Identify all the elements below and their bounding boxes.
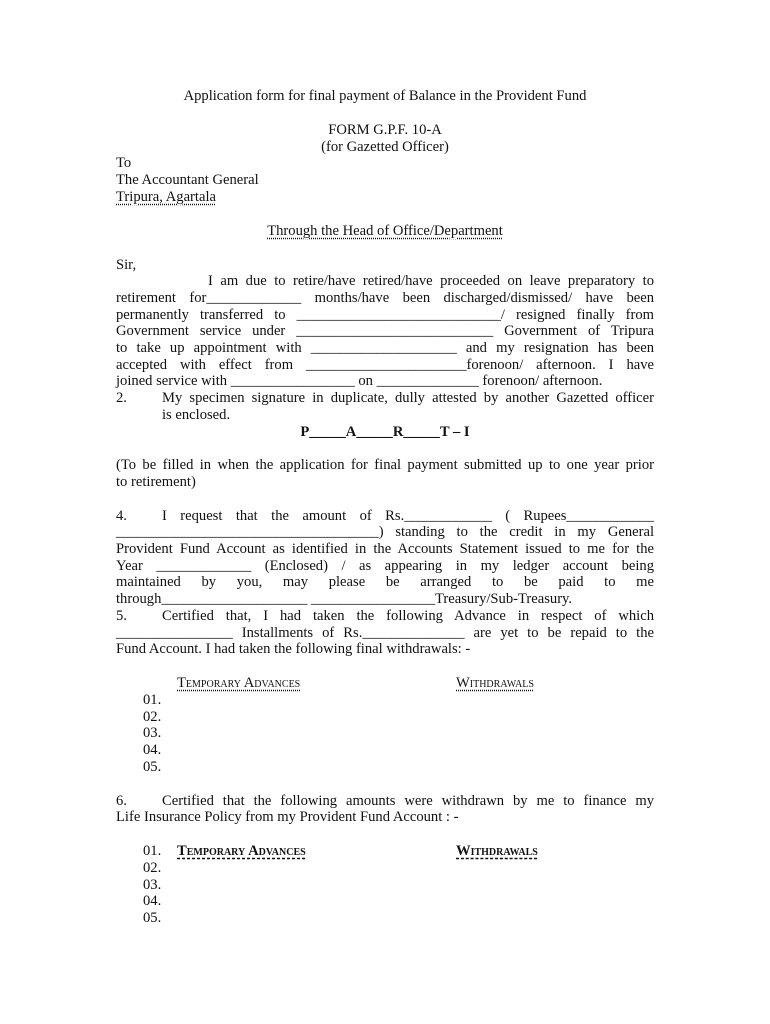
address-to: To [116, 155, 132, 171]
table2-row: 03. [143, 877, 162, 893]
table1-row: 03. [143, 725, 162, 741]
item5-line: ________________ Installments of Rs.______________ are yet to be repaid to the [116, 625, 654, 641]
address-line2: Tripura, Agartala [116, 189, 216, 205]
item6-number: 6. [116, 793, 127, 809]
item4-line: through____________________ _________________Treasury/Sub-Treasury. [116, 591, 573, 607]
form-for: (for Gazetted Officer) [321, 139, 449, 155]
item4-line: Provident Fund Account as identified in the Accounts Statement issued to me for the [116, 541, 654, 557]
table2-row: 02. [143, 860, 162, 876]
table2-col-withdrawals: Withdrawals [456, 843, 538, 859]
table1-row: 04. [143, 742, 162, 758]
para1-line: retirement for_____________ months/have been discharged/dismissed/ have been [116, 290, 654, 306]
table2-row: 05. [143, 910, 162, 926]
part-note: (To be filled in when the application for final payment submitted up to one year prior [116, 457, 654, 473]
through-heading: Through the Head of Office/Department [267, 223, 503, 239]
item4-number: 4. [116, 508, 127, 524]
item5-line: Fund Account. I had taken the following final withdrawals: - [116, 641, 471, 657]
table2-row: 04. [143, 893, 162, 909]
table1-row: 02. [143, 709, 162, 725]
address-line1: The Accountant General [116, 172, 259, 188]
para1-line: accepted with effect from ______________________forenoon/ afternoon. I have [116, 357, 654, 373]
item6-text: Certified that the following amounts were withdrawn by me to finance my [162, 793, 654, 809]
table2-row: 01. [143, 843, 162, 859]
para1-line: to take up appointment with ____________________ and my resignation has been [116, 340, 654, 356]
item2-number: 2. [116, 390, 127, 406]
para1-line: permanently transferred to ____________________________/ resigned finally from [116, 307, 654, 323]
salutation: Sir, [116, 257, 137, 273]
table1-col-withdrawals: Withdrawals [456, 675, 534, 691]
para1-line: Government service under ___________________________ Government of Tripura [116, 323, 654, 339]
item2-text-cont: is enclosed. [162, 407, 231, 423]
part-heading: P_____A_____R_____T – I [300, 424, 470, 440]
item2-text: My specimen signature in duplicate, dully attested by another Gazetted officer [162, 390, 654, 406]
para1-line: I am due to retire/have retired/have proceeded on leave preparatory to [208, 273, 654, 289]
item4-line: ____________________________________) standing to the credit in my General [116, 524, 654, 540]
item4-line: Year _____________ (Enclosed) / as appearing in my ledger account being [116, 558, 654, 574]
part-note-cont: to retirement) [116, 474, 196, 490]
table1-col-temporary-advances: Temporary Advances [177, 675, 301, 691]
table1-row: 01. [143, 692, 162, 708]
item6-text-cont: Life Insurance Policy from my Provident Fund Account : - [116, 809, 459, 825]
item4-line: maintained by you, may please be arranged to be paid to me [116, 574, 654, 590]
form-number: FORM G.P.F. 10-A [328, 122, 442, 138]
form-title: Application form for final payment of Balance in the Provident Fund [183, 88, 587, 104]
table2-col-temporary-advances: Temporary Advances [177, 843, 306, 859]
item5-text: Certified that, I had taken the following Advance in respect of which [162, 608, 654, 624]
item4-text: I request that the amount of Rs.____________ ( Rupees____________ [162, 508, 654, 524]
table1-row: 05. [143, 759, 162, 775]
item5-number: 5. [116, 608, 127, 624]
para1-line: joined service with _________________ on ______________ forenoon/ afternoon. [116, 373, 603, 389]
